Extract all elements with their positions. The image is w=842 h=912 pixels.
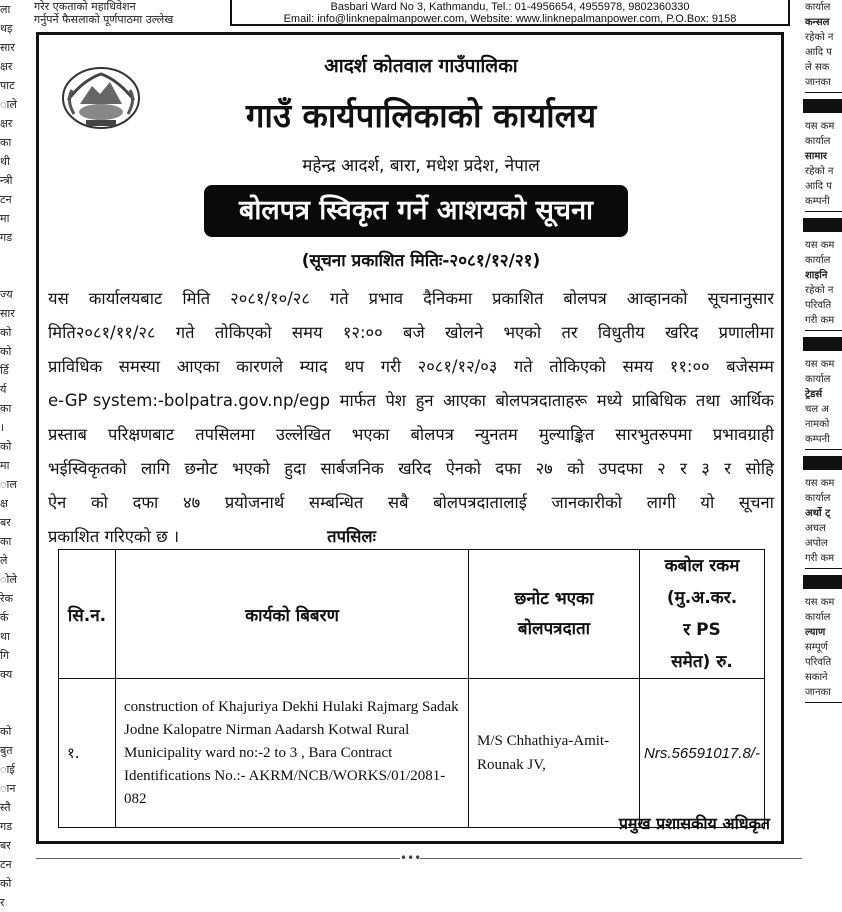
notice-body-word: बजे xyxy=(403,323,425,342)
notice-body-word: यस xyxy=(48,289,69,308)
right-column-heading-bar xyxy=(803,456,842,470)
notice-body-word: सोहि xyxy=(745,459,774,478)
notice-body-word: दफा xyxy=(132,493,159,512)
right-column-line: सम्पूर्ण xyxy=(805,642,828,653)
left-column-line: बुत xyxy=(0,744,13,757)
left-column-line: र्क xyxy=(0,611,9,624)
left-column-line: को xyxy=(0,440,12,453)
notice-body-word: बोलपत्र xyxy=(563,289,607,308)
left-column-line: रेक xyxy=(0,592,13,605)
left-column-line: मा xyxy=(0,212,10,225)
ad-contact-line: Email: info@linknepalmanpower.com, Website: www.linknepalmanpower.com, P.O.Box: 9158 xyxy=(283,13,737,25)
notice-body-word: गते xyxy=(513,357,533,376)
left-column-line: ोले xyxy=(0,573,17,586)
right-column-line: परिवति xyxy=(805,657,832,668)
notice-title-banner: बोलपत्र स्विकृत गर्ने आशयको सूचना xyxy=(204,185,628,237)
right-column-line: यस कम xyxy=(805,478,835,489)
notice-body-word: तथा xyxy=(695,391,721,410)
notice-body-word: समस्या xyxy=(118,357,161,376)
right-column-line: परिवति xyxy=(805,300,832,311)
header-bid-amount: कबोल रकम (मु.अ.कर. र PS समेत) रु. xyxy=(640,550,765,679)
right-column-block xyxy=(805,595,842,703)
previous-article-line: गरेर एकताको महाधिवेशन xyxy=(34,0,136,13)
right-column-heading-bar xyxy=(803,218,842,232)
notice-body-word: २७ xyxy=(535,459,553,478)
right-column-line: कार्याल xyxy=(805,255,831,266)
left-column-line: गड xyxy=(0,820,13,833)
right-column-line: ट्रेडर्स xyxy=(805,389,823,400)
left-column-line: का xyxy=(0,402,12,415)
left-column-line: गड xyxy=(0,231,13,244)
notice-body-word: लागी xyxy=(646,493,676,512)
notice-body-word: उपदफा xyxy=(598,459,643,478)
left-column-line: मा xyxy=(0,459,10,472)
notice-body-word: जानकारीको xyxy=(551,493,623,512)
notice-body-word: तोकिएको xyxy=(549,357,606,376)
right-column-line: रहेको न xyxy=(805,166,834,177)
left-column-line: क्षर xyxy=(0,60,13,73)
right-column-block xyxy=(805,0,842,93)
right-column-line: रहेको न xyxy=(805,32,834,43)
row-work-description: construction of Khajuriya Dekhi Hulaki Rajmarg Sadak Jodne Kalopatre Nirman Aadarsh Kotwal Rural Municipality ward no:-2 to 3 , Bara Contract Identifications No.:- AKRM/NCB/WORKS/01/2081-082 xyxy=(116,679,469,828)
right-column-line: शाइनि xyxy=(805,270,828,281)
right-column-block xyxy=(805,357,842,450)
left-column-line: का xyxy=(0,535,12,548)
notice-body-line xyxy=(48,452,774,486)
notice-body-word: e-GP system:-bolpatra.gov.np/egp xyxy=(48,391,331,410)
left-column-line: थी xyxy=(0,155,10,168)
left-column-line: ले xyxy=(0,554,8,567)
right-column-line: यस कम xyxy=(805,240,835,251)
notice-body-word: प्रयोजनार्थ xyxy=(224,493,285,512)
notice-body-word: हुदा xyxy=(284,459,307,478)
left-column-line: क्य xyxy=(0,668,13,681)
left-column-line: गि xyxy=(0,649,10,662)
notice-body-word: लागि xyxy=(141,459,171,478)
left-column-line: को xyxy=(0,725,12,738)
notice-body-word: ऐन xyxy=(48,493,67,512)
notice-body-word: प्रभावग्राही xyxy=(712,425,774,444)
notice-body-word: सारभुतरुपमा xyxy=(615,425,692,444)
notice-body-line xyxy=(48,316,774,350)
left-column-line: टन xyxy=(0,193,12,206)
ad-address-line: Basbari Ward No 3, Kathmandu, Tel.: 01-4956654, 4955978, 9802360330 xyxy=(330,1,690,13)
notice-body-word: बोलपत्रदाताहरू xyxy=(495,391,588,410)
notice-body-word: खरिद xyxy=(398,459,432,478)
notice-body-word: भएका xyxy=(351,425,390,444)
left-column-line xyxy=(0,684,32,703)
notice-body-line xyxy=(48,384,774,418)
row-serial: १. xyxy=(59,679,116,828)
notice-body-word: छनोट xyxy=(184,459,218,478)
left-column-line: था xyxy=(0,630,10,643)
notice-body-word: सूचनानुसार xyxy=(707,289,774,308)
left-column-line: र्डि xyxy=(0,364,9,377)
office-address: महेन्द्र आदर्श, बारा, मधेश प्रदेश, नेपाल xyxy=(302,156,540,176)
notice-body-word: को xyxy=(90,493,108,512)
notice-body-word: दफा xyxy=(495,459,522,478)
left-column-line: ाई xyxy=(0,763,15,776)
left-column-line: का xyxy=(0,136,12,149)
notice-body-word: मिति२०८१/११/२८ xyxy=(48,323,156,342)
notice-body-word: मार्फत xyxy=(339,391,376,410)
notice-body-word: प्राविधिक xyxy=(48,357,103,376)
notice-body-word: भएको xyxy=(503,323,542,342)
advertisement-box xyxy=(230,0,790,26)
notice-body-word: खोलने xyxy=(445,323,484,342)
right-column-line: अचल xyxy=(805,523,826,534)
notice-body-word: गते xyxy=(329,289,349,308)
notice-body-line xyxy=(48,486,774,520)
left-column-line: न्त्री xyxy=(0,174,13,187)
footer-dots: ••• xyxy=(400,851,422,865)
notice-body-word: तर xyxy=(561,323,578,342)
notice-body-word: बजेसम्म xyxy=(726,357,774,376)
left-column-line: र्य xyxy=(0,383,7,396)
right-column-line: कार्याल xyxy=(805,374,831,385)
table-header-row xyxy=(59,550,765,679)
row-bid-amount: Nrs.56591017.8/- xyxy=(640,679,765,828)
notice-body-word: दैनिकमा xyxy=(423,289,473,308)
notice-body-word: आएका xyxy=(443,391,486,410)
notice-body-word: भएको xyxy=(232,459,270,478)
right-column-line: कम्पनी xyxy=(805,434,830,445)
notice-body-word: खरिद xyxy=(665,323,699,342)
header-serial: सि.न. xyxy=(59,550,116,679)
notice-body-word: थप xyxy=(344,357,365,376)
notice-body-word: हुन xyxy=(415,391,434,410)
row-selected-bidder: M/S Chhathiya-Amit-Rounak JV, xyxy=(469,679,640,828)
notice-body-word: परिक्षणबाट xyxy=(107,425,175,444)
office-title: गाउँ कार्यपालिकाको कार्यालय xyxy=(245,96,597,135)
right-column-line: रहेको न xyxy=(805,285,834,296)
notice-body-word: तपसिलमा xyxy=(195,425,255,444)
left-column-line: को xyxy=(0,877,12,890)
notice-body-word: विधुतीय xyxy=(597,323,645,342)
municipality-name: आदर्श कोतवाल गाउँपालिका xyxy=(324,55,518,77)
publication-date: (सूचना प्रकाशित मितिः-२०८१/१२/२१) xyxy=(301,251,541,271)
notice-body-word: मिति xyxy=(182,289,211,308)
notice-body-word: ऐनको xyxy=(445,459,481,478)
notice-body-word: उल्लेखित xyxy=(275,425,331,444)
left-column-line: र xyxy=(0,896,5,909)
notice-body-word: २०८१/१०/२८ xyxy=(230,289,310,308)
right-column-line: यस कम xyxy=(805,359,835,370)
right-column-line: आदि प xyxy=(805,181,832,192)
notice-body-word: आर्थिक xyxy=(729,391,774,410)
notice-body-word: मुल्याङ्कित xyxy=(538,425,595,444)
notice-body-word: २०८१/१२/०३ xyxy=(417,357,498,376)
right-column-heading-bar xyxy=(803,337,842,351)
notice-body-word: १२:०० xyxy=(342,323,383,342)
notice-body xyxy=(48,282,774,554)
right-column-line: गरी कम xyxy=(805,315,835,326)
right-column-line: सकाने xyxy=(805,672,828,683)
notice-body-word: कारणले xyxy=(236,357,284,376)
left-column-line: स्तै xyxy=(0,801,11,814)
right-column-block xyxy=(805,476,842,569)
table-row xyxy=(59,679,765,828)
notice-body-closing: प्रकाशित गरिएको छ । xyxy=(48,527,180,546)
notice-body-word: समय xyxy=(291,323,323,342)
right-column-line: ले सक xyxy=(805,62,830,73)
right-column-line: कम्पनी xyxy=(805,196,830,207)
left-column-line: सार xyxy=(0,41,15,54)
right-column-line: ल्याण xyxy=(805,627,826,638)
left-column-line: क्ष xyxy=(0,497,8,510)
right-column-line: कार्याल xyxy=(805,136,831,147)
notice-body-word: प्रकाशित xyxy=(492,289,544,308)
notice-body-word: आव्हानको xyxy=(626,289,688,308)
notice-body-word: प्रणालीमा xyxy=(718,323,774,342)
right-column-line: चल अ xyxy=(805,404,829,415)
previous-article-fragment xyxy=(34,0,214,26)
left-column-line: थइ xyxy=(0,22,13,35)
notice-body-word: यो xyxy=(700,493,715,512)
notice-body-word: पेश xyxy=(385,391,407,410)
right-column-line: जानका xyxy=(805,77,831,88)
left-column-line: सार xyxy=(0,307,15,320)
notice-body-word: मध्ये xyxy=(596,391,623,410)
right-column-line: आदि प xyxy=(805,47,832,58)
notice-body-word: ११:०० xyxy=(669,357,710,376)
notice-body-word: प्रभाव xyxy=(368,289,404,308)
previous-article-line: गर्नुपर्ने फैसलाको पूर्णपाठमा उल्लेख xyxy=(34,13,174,26)
notice-body-line xyxy=(48,350,774,384)
notice-body-word: सूचना xyxy=(738,493,774,512)
notice-body-line xyxy=(48,282,774,316)
notice-body-word: गते xyxy=(175,323,195,342)
notice-body-word: कार्यालयबाट xyxy=(88,289,163,308)
right-column-line: यस कम xyxy=(805,597,835,608)
right-column-line: सामार xyxy=(805,151,828,162)
left-column-line: ाले xyxy=(0,98,17,111)
left-column-line: ज्य xyxy=(0,288,13,301)
notice-body-word: न्युनतम xyxy=(474,425,518,444)
notice-body-word: बोलपत्र xyxy=(410,425,454,444)
notice-body-word: को xyxy=(567,459,585,478)
right-column-line: कार्याल xyxy=(805,2,831,13)
right-column-line: जानका xyxy=(805,687,831,698)
left-column-line: बर xyxy=(0,839,11,852)
notice-body-word: प्राबिधिक xyxy=(631,391,687,410)
header-selected-bidder: छनोट भएका बोलपत्रदाता xyxy=(469,550,640,679)
left-column-line: को xyxy=(0,345,12,358)
notice-body-word: समय xyxy=(622,357,654,376)
left-column-line: क्षर xyxy=(0,117,13,130)
right-column-line: कार्याल xyxy=(805,493,831,504)
left-column-line: पाट xyxy=(0,79,15,92)
left-column-line: बर xyxy=(0,516,11,529)
notice-body-word: र xyxy=(724,459,731,478)
left-column-line: टन xyxy=(0,858,12,871)
right-column-heading-bar xyxy=(803,575,842,589)
notice-body-word: बोलपत्रदातालाई xyxy=(433,493,527,512)
right-column-line: कार्याल xyxy=(805,612,831,623)
schedule-label: तपसिलः xyxy=(327,527,376,546)
notice-body-word: प्रस्ताब xyxy=(48,425,87,444)
notice-body-word: सम्बन्धित xyxy=(308,493,364,512)
right-column-line: अर्थो ट् xyxy=(805,508,831,519)
awards-table xyxy=(58,549,765,828)
left-column-line: ाल xyxy=(0,478,17,491)
notice-body-word: सबै xyxy=(387,493,409,512)
notice-body-word: म्याद xyxy=(299,357,328,376)
right-column-line: कन्सल xyxy=(805,17,830,28)
left-column-line: ान xyxy=(0,782,16,795)
right-column-line: नामको xyxy=(805,419,830,430)
notice-body-word: ३ xyxy=(701,459,710,478)
right-column-line: गरी कम xyxy=(805,553,835,564)
notice-body-word: ४७ xyxy=(182,493,201,512)
left-column-line: ला xyxy=(0,3,11,16)
notice-body-word: गरी xyxy=(380,357,402,376)
header-work-description: कार्यको बिबरण xyxy=(116,550,469,679)
notice-body-word: तोकिएको xyxy=(214,323,272,342)
notice-body-word: २ xyxy=(657,459,666,478)
left-column-line: को xyxy=(0,326,12,339)
notice-body-word: भईस्विकृतको xyxy=(48,459,127,478)
right-column-line: यस कम xyxy=(805,121,835,132)
left-column-line: । xyxy=(0,421,5,434)
notice-body-word: आएका xyxy=(176,357,220,376)
left-column-line xyxy=(0,703,32,722)
right-column-line: अपोल xyxy=(805,538,828,549)
notice-body-word: र xyxy=(680,459,687,478)
notice-body-word: सार्बजनिक xyxy=(320,459,384,478)
signature-title: प्रमुख प्रशासकीय अधिकृत xyxy=(618,814,770,833)
notice-body-line xyxy=(48,418,774,452)
